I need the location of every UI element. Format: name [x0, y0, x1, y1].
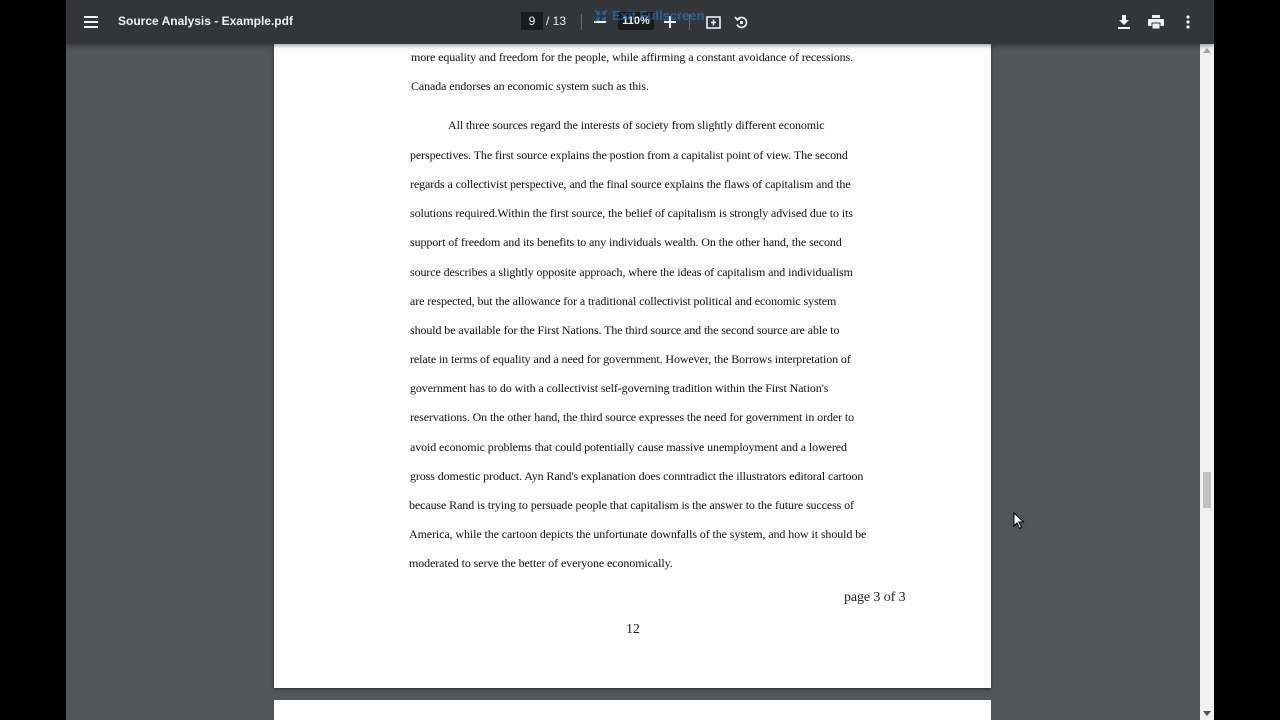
- paragraph-line: source describes a slightly opposite approach, where the ideas of capitalism and individualism: [410, 265, 853, 279]
- scroll-down-arrow-icon[interactable]: [1203, 711, 1211, 716]
- paragraph-line: gross domestic product. Ayn Rand's explanation does conntradict the illustrators editoral cartoon: [410, 469, 864, 483]
- paragraph-line: avoid economic problems that could potentially cause massive unemployment and a lowered: [410, 440, 847, 454]
- paragraph-line: All three sources regard the interests of society from slightly different economic: [448, 118, 825, 132]
- paragraph-line: America, while the cartoon depicts the unfortunate downfalls of the system, and how it should be: [409, 527, 867, 541]
- next-pdf-page: [274, 700, 991, 720]
- scrollbar-thumb[interactable]: [1203, 472, 1211, 508]
- mouse-cursor-icon: [1013, 512, 1025, 535]
- exit-fullscreen-label: Exit Fullscreen: [612, 8, 705, 23]
- paragraph-line: because Rand is trying to persuade people that capitalism is the answer to the future success of: [409, 498, 854, 512]
- page-number: 12: [626, 622, 640, 637]
- paragraph-line: government has to do with a collectivist self-governing tradition within the First Nation's: [410, 381, 829, 395]
- paragraph-line: are respected, but the allowance for a traditional collectivist political and economic system: [410, 294, 837, 308]
- page-total: / 13: [546, 14, 567, 28]
- rotate-icon[interactable]: [725, 6, 757, 38]
- pdf-viewer: [66, 0, 1214, 720]
- scroll-up-arrow-icon[interactable]: [1203, 48, 1211, 53]
- paragraph-line: reservations. On the other hand, the third source expresses the need for government in order to: [410, 410, 855, 424]
- paragraph-line: moderated to serve the better of everyone economically.: [409, 556, 673, 570]
- print-icon[interactable]: [1140, 6, 1172, 38]
- document-title: Source Analysis - Example.pdf: [118, 14, 293, 28]
- paragraph-line: Canada endorses an economic system such as this.: [411, 79, 649, 93]
- more-options-icon[interactable]: [1172, 6, 1204, 38]
- toolbar-divider: [581, 14, 582, 30]
- paragraph-line: should be available for the First Nations. The third source and the second source are able to: [410, 323, 840, 337]
- toolbar: [66, 0, 1214, 44]
- paragraph-line: perspectives. The first source explains the postion from a capitalist point of view. The second: [410, 148, 848, 162]
- pdf-page: [274, 44, 991, 688]
- paragraph-line: more equality and freedom for the people, while affirming a constant avoidance of recessions.: [411, 50, 853, 64]
- paragraph-line: support of freedom and its benefits to any individuals wealth. On the other hand, the second: [410, 235, 842, 249]
- paragraph-line: solutions required.Within the first source, the belief of capitalism is strongly advised due to its: [410, 206, 853, 220]
- download-icon[interactable]: [1108, 6, 1140, 38]
- menu-icon[interactable]: [75, 6, 107, 38]
- paragraph-line: relate in terms of equality and a need for government. However, the Borrows interpretation of: [410, 352, 851, 366]
- page-footer-label: page 3 of 3: [844, 590, 906, 605]
- scrollbar[interactable]: [1200, 44, 1214, 720]
- exit-fullscreen-button[interactable]: [594, 8, 704, 23]
- page-number-input[interactable]: [521, 12, 543, 30]
- exit-fullscreen-icon: [594, 9, 608, 23]
- paragraph-line: regards a collectivist perspective, and the final source explains the flaws of capitalism and the: [410, 177, 851, 191]
